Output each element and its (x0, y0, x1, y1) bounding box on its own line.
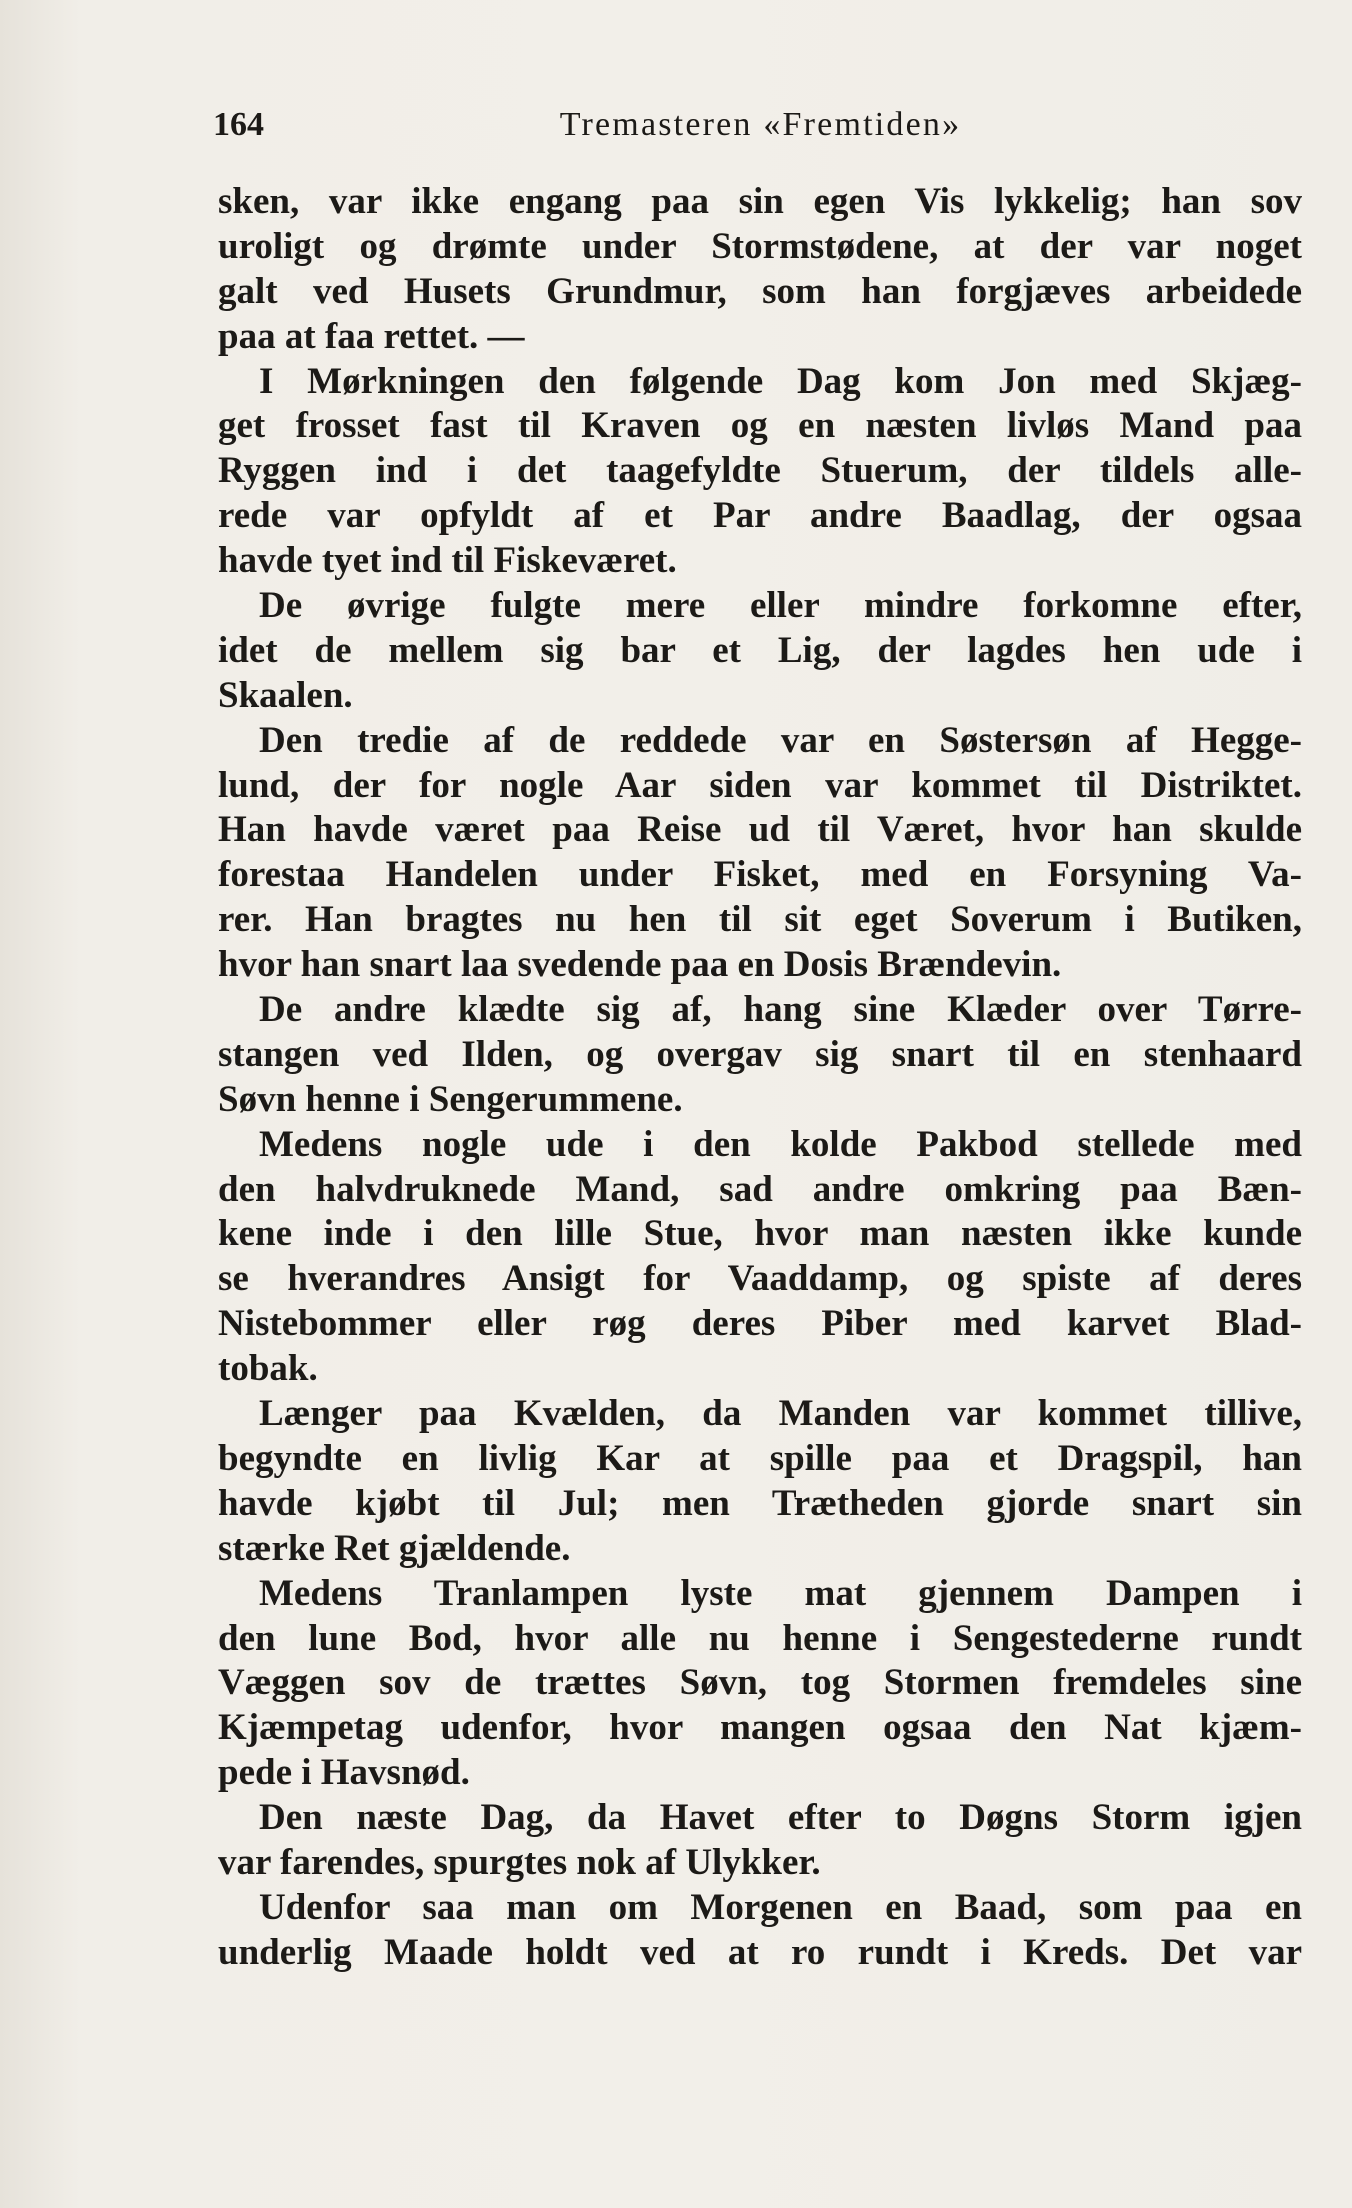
text-line: Væggen sov de trættes Søvn, tog Stormen fremdeles sine (218, 1662, 1302, 1704)
text-line: idet de mellem sig bar et Lig, der lagdes hen ude i (218, 629, 1302, 671)
text-line: lund, der for nogle Aar siden var kommet til Distriktet. (218, 764, 1302, 806)
text-line: pede i Havsnød. (218, 1752, 470, 1794)
text-line: rede var opfyldt af et Par andre Baadlag, der ogsaa (218, 495, 1302, 537)
text-line: hvor han snart laa svedende paa en Dosis Brændevin. (218, 944, 1062, 986)
text-line: forestaa Handelen under Fisket, med en Forsyning Va- (218, 854, 1302, 896)
text-line: De andre klædte sig af, hang sine Klæder over Tørre- (259, 989, 1302, 1031)
text-line: Længer paa Kvælden, da Manden var kommet tillive, (259, 1393, 1302, 1435)
text-line: Kjæmpetag udenfor, hvor mangen ogsaa den Nat kjæm- (218, 1707, 1302, 1749)
text-line: Medens nogle ude i den kolde Pakbod stellede med (259, 1123, 1302, 1165)
text-line: galt ved Husets Grundmur, som han forgjæves arbeidede (218, 270, 1302, 312)
text-line: se hverandres Ansigt for Vaaddamp, og spiste af deres (218, 1258, 1302, 1300)
text-line: underlig Maade holdt ved at ro rundt i Kreds. Det var (218, 1931, 1302, 1973)
text-line: stangen ved Ilden, og overgav sig snart til en stenhaard (218, 1033, 1302, 1075)
text-line: Søvn henne i Sengerummene. (218, 1078, 683, 1120)
text-line: Nistebommer eller røg deres Piber med karvet Blad- (218, 1303, 1302, 1345)
text-line: begyndte en livlig Kar at spille paa et Dragspil, han (218, 1437, 1302, 1479)
text-line: rer. Han bragtes nu hen til sit eget Soverum i Butiken, (218, 899, 1302, 941)
text-line: Den næste Dag, da Havet efter to Døgns Storm igjen (259, 1797, 1302, 1839)
text-line: Medens Tranlampen lyste mat gjennem Dampen i (259, 1572, 1302, 1614)
text-line: get frosset fast til Kraven og en næsten livløs Mand paa (218, 405, 1302, 447)
text-line: paa at faa rettet. — (218, 315, 525, 357)
page-header (213, 106, 1308, 156)
text-line: De øvrige fulgte mere eller mindre forkomne efter, (259, 585, 1302, 627)
text-line: den halvdruknede Mand, sad andre omkring paa Bæn- (218, 1168, 1302, 1210)
text-line: tobak. (218, 1348, 318, 1390)
page-number: 164 (213, 106, 264, 143)
text-line: Han havde været paa Reise ud til Været, hvor han skulde (218, 809, 1302, 851)
text-line: var farendes, spurgtes nok af Ulykker. (218, 1841, 821, 1883)
body-text (218, 180, 1302, 1976)
running-title: Tremasteren «Fremtiden» (559, 106, 962, 143)
text-line: Skaalen. (218, 674, 353, 716)
text-line: uroligt og drømte under Stormstødene, at der var noget (218, 225, 1302, 267)
text-line: havde tyet ind til Fiskeværet. (218, 540, 677, 582)
text-line: Ryggen ind i det taagefyldte Stuerum, der tildels alle- (218, 450, 1302, 492)
text-line: stærke Ret gjældende. (218, 1527, 571, 1569)
text-line: sken, var ikke engang paa sin egen Vis lykkelig; han sov (218, 181, 1302, 222)
text-line: kene inde i den lille Stue, hvor man næsten ikke kunde (218, 1213, 1302, 1255)
text-line: havde kjøbt til Jul; men Trætheden gjorde snart sin (218, 1482, 1302, 1524)
text-line: Udenfor saa man om Morgenen en Baad, som paa en (259, 1886, 1302, 1928)
text-line: den lune Bod, hvor alle nu henne i Sengestederne rundt (218, 1617, 1302, 1659)
text-line: Den tredie af de reddede var en Søstersøn af Hegge- (259, 719, 1302, 761)
text-line: I Mørkningen den følgende Dag kom Jon med Skjæg- (259, 360, 1302, 402)
